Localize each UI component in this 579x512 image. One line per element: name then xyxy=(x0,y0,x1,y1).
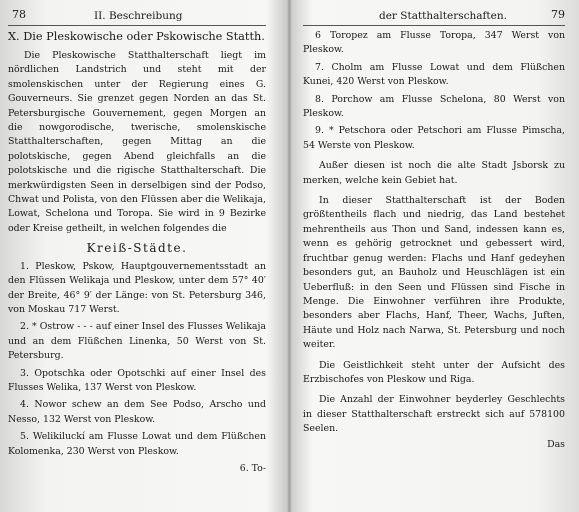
city-entry: 7. Cholm am Flusse Lowat und dem Flüßchen Kunei, 420 Werst von Pleskow. xyxy=(303,61,565,88)
left-page xyxy=(0,0,289,512)
body-paragraph: Die Geistlichkeit steht unter der Aufsicht des Erzbischofes von Pleskow und Riga. xyxy=(303,359,565,385)
city-entry: 1. Pleskow, Pskow, Hauptgouvernementsstadt an den Flüssen Welikaja und Pleskow, unter dem 57° 40′ der Breite, 46° 9′ der Länge: von St. Petersburg 346, von Moskau 717 Werst. xyxy=(8,260,266,315)
left-page-content xyxy=(8,8,266,476)
body-paragraph: Die Anzahl der Einwohner beyderley Geschlechts in dieser Statthalterschaft erstreckt sich auf 578100 Seelen. xyxy=(303,394,565,435)
left-running-head xyxy=(8,8,266,25)
kreis-staedte-heading: Kreiß-Städte. xyxy=(86,241,188,256)
city-entry: 8. Porchow am Flusse Schelona, 80 Werst von Pleskow. xyxy=(303,93,565,120)
city-entry: 9. * Petschora oder Petschori am Flusse Pimscha, 54 Werste von Pleskow. xyxy=(303,125,565,151)
left-catchword: 6. To- xyxy=(239,462,266,474)
right-page-content xyxy=(303,8,565,452)
right-catchword: Das xyxy=(547,438,565,450)
city-entry: 6 Toropez am Flusse Toropa, 347 Werst von Pleskow. xyxy=(303,30,565,56)
city-entry: 3. Opotschka oder Opotschki auf einer Insel des Flusses Welika, 137 Werst von Pleskow. xyxy=(8,367,266,393)
city-entry: 4. Nowor schew an dem See Podso, Arscho und Nesso, 132 Werst von Pleskow. xyxy=(8,399,266,425)
right-page-number: 79 xyxy=(551,8,565,21)
right-page xyxy=(291,0,579,512)
right-head-rule xyxy=(303,25,565,26)
left-running-title: II. Beschreibung xyxy=(94,10,183,22)
intro-paragraph: Die Pleskowische Statthalterschaft liegt im nördlichen Landstrich und steht mit der smolenskischen unter der Regierung eines G. Gouverneurs. Sie grenzet gegen Norden an das St. Petersburgische Gouvernement, gegen Morgen an die nowgorodische, twerische, smolenskische Statthalterschaften, gegen Mittag an die polotskische, gegen Abend gleichfalls an die polotskische und die rigische Statthalterschaft. Die merkwürdigsten Seen in derselbigen sind der Podso, Chwat und Polista, von den Flüssen aber die Welikaja, Lowat, Schelona und Toropa. Sie wird in 9 Bezirke oder Kreise getheilt, in welchen folgendes die xyxy=(8,50,266,234)
city-entry: 5. Welikiluckí am Flusse Lowat und dem Flüßchen Kolomenka, 230 Werst von Pleskow. xyxy=(8,431,266,457)
body-paragraph: Außer diesen ist noch die alte Stadt Jsborsk zu merken, welche kein Gebiet hat. xyxy=(303,160,565,186)
body-paragraph: In dieser Statthalterschaft ist der Boden größtentheils flach und niedrig, das Land bestehet mehrentheils aus Thon und Sand, indessen kann es, wenn es gehörig getrocknet und gebessert wird, fruchtbar genug werden: Flachs und Hanf gedeyhen besonders gut, an Bauholz und Heuschlägen ist ein Ueberfluß: in den Seen und Flüssen sind Fische in Menge. Die Einwohner verführen ihre Produkte, besonders aber Flachs, Hanf, Theer, Wachs, Juften, Häute und Holz nach Narwa, St. Petersburg und noch weiter. xyxy=(303,195,565,351)
city-entry: 2. * Ostrow - - - auf einer Insel des Flusses Welikaja und an dem Flüßchen Linenka, 50 Werst von St. Petersburg. xyxy=(8,321,266,362)
left-head-rule xyxy=(8,25,266,26)
right-running-head xyxy=(303,8,565,25)
right-running-title: der Statthalterschaften. xyxy=(379,10,507,22)
left-page-number: 78 xyxy=(12,8,26,21)
section-heading: X. Die Pleskowische oder Pskowische Statth. xyxy=(8,30,265,43)
